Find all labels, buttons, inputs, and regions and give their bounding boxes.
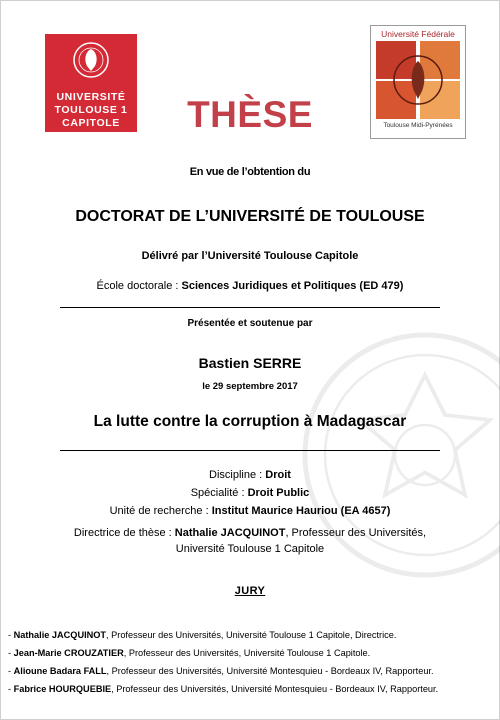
directrice-line-2: Université Toulouse 1 Capitole <box>175 543 325 555</box>
unite-value: Institut Maurice Hauriou (EA 4657) <box>211 505 391 517</box>
jury-member-name: Alioune Badara FALL <box>13 666 107 676</box>
author-name: Bastien SERRE <box>198 355 302 371</box>
uf-logo-title: Université Fédérale <box>381 29 455 39</box>
directrice-label: Directrice de thèse : <box>73 527 175 539</box>
jury-member: - Fabrice HOURQUEBIE, Professeur des Universités, Université Montesquieu - Bordeaux IV, Rapporteur. <box>8 684 439 694</box>
directrice-line <box>0 527 500 539</box>
specialite-value: Droit Public <box>247 487 310 499</box>
ut1-logo-line-3: CAPITOLE <box>62 117 120 129</box>
jury-member: - Jean-Marie CROUZATIER, Professeur des Universités, Université Toulouse 1 Capitole. <box>8 648 371 658</box>
ecole-value: Sciences Juridiques et Politiques (ED 479) <box>181 280 404 292</box>
ut1-logo-line-1: UNIVERSITÉ <box>56 91 126 103</box>
page-title: THÈSE <box>187 94 313 135</box>
jury-member-name: Jean-Marie CROUZATIER <box>13 648 124 658</box>
ecole-doctorale <box>0 280 500 292</box>
unite-label: Unité de recherche : <box>109 505 212 517</box>
jury-member-name: Nathalie JACQUINOT <box>13 630 107 640</box>
discipline-label: Discipline : <box>209 469 266 481</box>
delivre-text: Délivré par l’Université Toulouse Capitole <box>141 250 359 262</box>
jury-member-details: , Professeur des Universités, Université Toulouse 1 Capitole, Directrice. <box>106 630 397 640</box>
jury-heading: JURY <box>234 585 266 597</box>
ecole-label: École doctorale : <box>96 280 182 292</box>
jury-member: - Nathalie JACQUINOT, Professeur des Universités, Université Toulouse 1 Capitole, Directrice. <box>8 630 397 640</box>
thesis-subject: La lutte contre la corruption à Madagascar <box>93 413 407 430</box>
jury-member-name: Fabrice HOURQUEBIE <box>13 684 112 694</box>
specialite-label: Spécialité : <box>190 487 248 499</box>
specialite-line <box>0 487 500 499</box>
uf-logo-subtitle: Toulouse Midi-Pyrénées <box>383 122 453 129</box>
ut1-seal-icon <box>71 40 111 84</box>
jury-member-details: , Professeur des Universités, Université Toulouse 1 Capitole. <box>123 648 371 658</box>
jury-member-details: , Professeur des Universités, Université Montesquieu - Bordeaux IV, Rapporteur. <box>106 666 434 676</box>
defense-date: le 29 septembre 2017 <box>202 381 298 392</box>
divider-top <box>60 307 440 308</box>
presentee-text: Présentée et soutenue par <box>187 318 313 329</box>
jury-member: - Alioune Badara FALL, Professeur des Universités, Université Montesquieu - Bordeaux IV, Rapporteur. <box>8 666 434 676</box>
jury-list <box>8 626 498 698</box>
directrice-rest: , Professeur des Universités, <box>285 527 427 539</box>
ut1-logo-line-2: TOULOUSE 1 <box>54 104 128 116</box>
discipline-line <box>0 469 500 481</box>
directrice-name: Nathalie JACQUINOT <box>174 527 286 539</box>
divider-bottom <box>60 450 440 451</box>
obtention-text: En vue de l’obtention du <box>189 166 311 178</box>
doctorat-heading: DOCTORAT DE L’UNIVERSITÉ DE TOULOUSE <box>75 208 425 225</box>
unite-line <box>0 505 500 517</box>
jury-member-details: , Professeur des Universités, Université Montesquieu - Bordeaux IV, Rapporteur. <box>111 684 439 694</box>
discipline-value: Droit <box>265 469 291 481</box>
